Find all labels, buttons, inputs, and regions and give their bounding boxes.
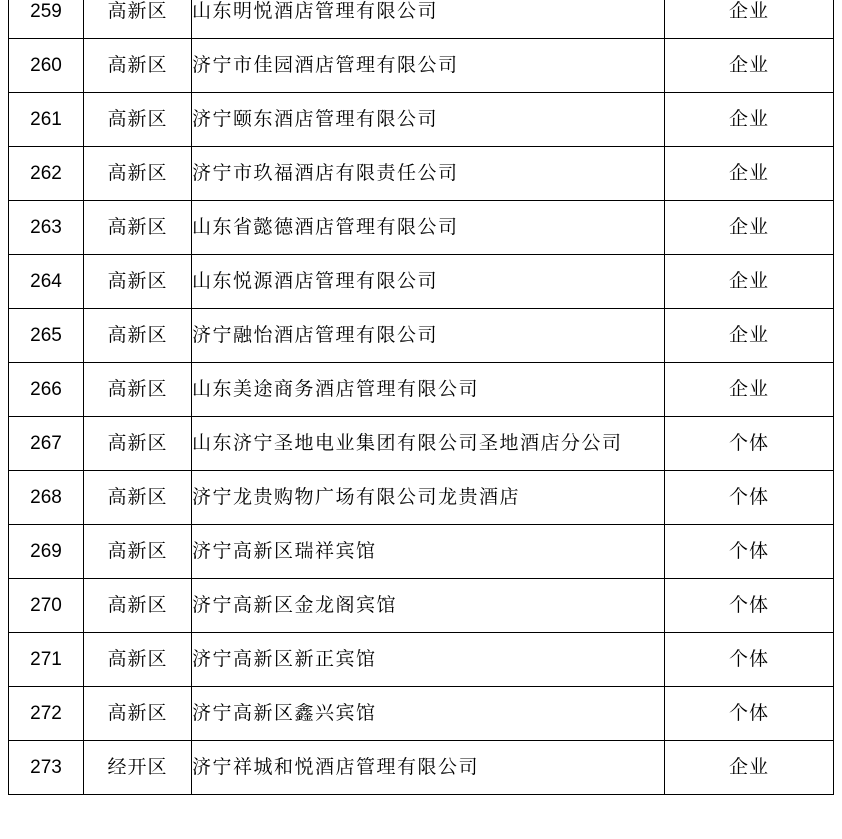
row-number: 265 [9,309,84,363]
row-number: 270 [9,579,84,633]
district-cell: 高新区 [84,633,192,687]
table-row [9,633,834,687]
row-number: 272 [9,687,84,741]
district-cell: 经开区 [84,741,192,795]
row-number: 271 [9,633,84,687]
company-name-cell: 济宁高新区新正宾馆 [192,633,665,687]
company-name-cell: 济宁市玖福酒店有限责任公司 [192,147,665,201]
table-row [9,309,834,363]
entity-type-cell: 企业 [665,363,834,417]
district-cell: 高新区 [84,525,192,579]
entity-type-cell: 企业 [665,39,834,93]
entity-type-cell: 企业 [665,255,834,309]
entity-type-cell: 企业 [665,0,834,39]
row-number: 262 [9,147,84,201]
company-name-cell: 济宁高新区金龙阁宾馆 [192,579,665,633]
district-cell: 高新区 [84,0,192,39]
table-row [9,687,834,741]
company-name-cell: 济宁颐东酒店管理有限公司 [192,93,665,147]
table-row [9,93,834,147]
table-row [9,471,834,525]
district-cell: 高新区 [84,147,192,201]
row-number: 266 [9,363,84,417]
district-cell: 高新区 [84,579,192,633]
entity-type-cell: 个体 [665,633,834,687]
entity-type-cell: 企业 [665,201,834,255]
entity-type-cell: 个体 [665,471,834,525]
row-number: 267 [9,417,84,471]
entity-type-cell: 企业 [665,93,834,147]
company-name-cell: 山东济宁圣地电业集团有限公司圣地酒店分公司 [192,417,665,471]
district-cell: 高新区 [84,363,192,417]
district-cell: 高新区 [84,471,192,525]
district-cell: 高新区 [84,417,192,471]
row-number: 264 [9,255,84,309]
table-row [9,741,834,795]
district-cell: 高新区 [84,39,192,93]
row-number: 259 [9,0,84,39]
company-name-cell: 济宁高新区瑞祥宾馆 [192,525,665,579]
table-row [9,39,834,93]
entity-type-cell: 个体 [665,687,834,741]
entity-type-cell: 个体 [665,579,834,633]
row-number: 268 [9,471,84,525]
row-number: 269 [9,525,84,579]
table-row [9,363,834,417]
district-cell: 高新区 [84,201,192,255]
row-number: 273 [9,741,84,795]
company-name-cell: 济宁高新区鑫兴宾馆 [192,687,665,741]
entity-type-cell: 个体 [665,525,834,579]
district-cell: 高新区 [84,93,192,147]
row-number: 261 [9,93,84,147]
table-row [9,255,834,309]
district-cell: 高新区 [84,255,192,309]
company-name-cell: 山东悦源酒店管理有限公司 [192,255,665,309]
row-number: 263 [9,201,84,255]
entity-type-cell: 企业 [665,741,834,795]
company-name-cell: 济宁融怡酒店管理有限公司 [192,309,665,363]
district-cell: 高新区 [84,309,192,363]
table-row [9,0,834,39]
table-row [9,579,834,633]
row-number: 260 [9,39,84,93]
entity-type-cell: 企业 [665,147,834,201]
company-name-cell: 济宁祥城和悦酒店管理有限公司 [192,741,665,795]
company-name-cell: 山东美途商务酒店管理有限公司 [192,363,665,417]
company-name-cell: 济宁市佳园酒店管理有限公司 [192,39,665,93]
entity-type-cell: 个体 [665,417,834,471]
table-row [9,147,834,201]
district-cell: 高新区 [84,687,192,741]
hotel-registry-table [8,0,834,795]
table-row [9,201,834,255]
table-row [9,525,834,579]
company-name-cell: 济宁龙贵购物广场有限公司龙贵酒店 [192,471,665,525]
table-row [9,417,834,471]
company-name-cell: 山东明悦酒店管理有限公司 [192,0,665,39]
entity-type-cell: 企业 [665,309,834,363]
company-name-cell: 山东省懿德酒店管理有限公司 [192,201,665,255]
